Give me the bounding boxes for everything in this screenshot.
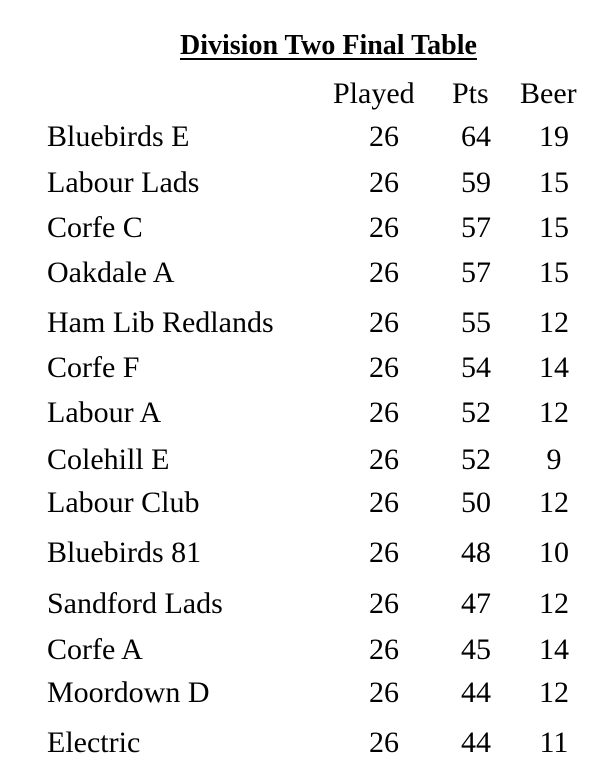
beer-value: 12 [539,676,569,709]
team-name: Labour A [47,396,162,429]
beer-value: 15 [539,211,569,244]
beer-value: 9 [546,443,562,476]
table-row [0,533,600,573]
team-name: Corfe C [47,211,143,244]
played-value: 26 [369,633,399,666]
played-value: 26 [369,120,399,153]
played-value: 26 [369,211,399,244]
played-value: 26 [369,256,399,289]
table-row [0,393,600,433]
pts-value: 64 [461,120,491,153]
played-value: 26 [369,396,399,429]
played-value: 26 [369,166,399,199]
team-name: Electric [47,726,141,759]
pts-value: 52 [461,396,491,429]
pts-value: 59 [461,166,491,199]
table-row [0,723,600,763]
team-name: Colehill E [47,443,170,476]
team-name: Bluebirds 81 [47,536,202,569]
column-header-played: Played [333,77,415,110]
beer-value: 12 [539,486,569,519]
beer-value: 12 [539,396,569,429]
pts-value: 50 [461,486,491,519]
table-row [0,584,600,624]
team-name: Corfe F [47,351,140,384]
team-name: Bluebirds E [47,120,190,153]
team-name: Corfe A [47,633,143,666]
pts-value: 45 [461,633,491,666]
table-row [0,163,600,203]
played-value: 26 [369,536,399,569]
team-name: Oakdale A [47,256,175,289]
pts-value: 52 [461,443,491,476]
beer-value: 12 [539,306,569,339]
table-row [0,303,600,343]
played-value: 26 [369,676,399,709]
beer-value: 14 [539,351,569,384]
table-row [0,630,600,670]
table-title: Division Two Final Table [180,30,477,61]
beer-value: 11 [539,726,569,759]
played-value: 26 [369,306,399,339]
table-row [0,208,600,248]
team-name: Ham Lib Redlands [47,306,274,339]
pts-value: 48 [461,536,491,569]
table-row [0,440,600,480]
pts-value: 47 [461,587,491,620]
team-name: Labour Lads [47,166,200,199]
played-value: 26 [369,726,399,759]
pts-value: 44 [461,726,491,759]
pts-value: 55 [461,306,491,339]
beer-value: 15 [539,256,569,289]
beer-value: 15 [539,166,569,199]
team-name: Sandford Lads [47,587,223,620]
played-value: 26 [369,443,399,476]
table-row [0,348,600,388]
table-row [0,673,600,713]
team-name: Moordown D [47,676,210,709]
table-row [0,483,600,523]
pts-value: 54 [461,351,491,384]
column-header-pts: Pts [452,77,489,110]
beer-value: 19 [539,120,569,153]
played-value: 26 [369,587,399,620]
beer-value: 14 [539,633,569,666]
beer-value: 10 [539,536,569,569]
team-name: Labour Club [47,486,200,519]
beer-value: 12 [539,587,569,620]
table-row [0,253,600,293]
played-value: 26 [369,486,399,519]
pts-value: 44 [461,676,491,709]
pts-value: 57 [461,211,491,244]
played-value: 26 [369,351,399,384]
column-header-beer: Beer [520,77,577,110]
pts-value: 57 [461,256,491,289]
table-row [0,117,600,157]
